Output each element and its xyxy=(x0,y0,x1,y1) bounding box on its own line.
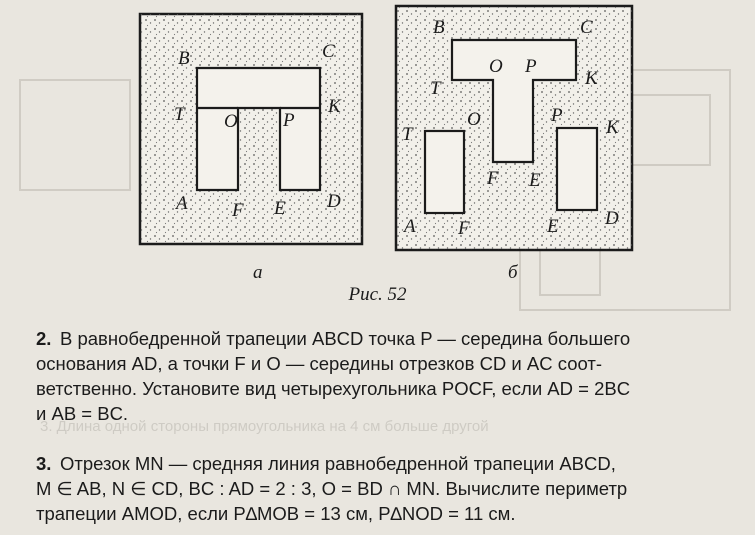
problem-3-number: 3. xyxy=(36,453,52,474)
problem-3-line-1: Отрезок MN — средняя линия равнобедренной трапеции ABCD, xyxy=(60,453,616,474)
problem-3-line-2: M ∈ AB, N ∈ CD, BC : AD = 2 : 3, O = BD ∩ MN. Вычислите периметр xyxy=(36,478,628,499)
problem-3-line-3: трапеции AMOD, если P∆MOB = 13 см, P∆NOD = 11 см. xyxy=(36,503,516,524)
label-b-K2: K xyxy=(606,117,619,138)
problem-3 xyxy=(36,451,748,526)
label-a-O: O xyxy=(224,111,238,132)
label-a-K: K xyxy=(328,96,341,117)
label-a-T: T xyxy=(174,104,185,125)
label-b-O: O xyxy=(489,56,503,77)
label-b-P2: P xyxy=(551,105,563,126)
label-b-K1: K xyxy=(585,68,598,89)
figure-b xyxy=(396,6,632,283)
label-b-B: B xyxy=(433,17,445,38)
label-a-C: C xyxy=(322,41,335,62)
problem-2-line-1: В равнобедренной трапеции ABCD точка P — середина большего xyxy=(60,328,631,349)
problem-2-number: 2. xyxy=(36,328,52,349)
label-b-F2: F xyxy=(458,218,470,239)
caption-a: а xyxy=(253,262,263,283)
label-b-F: F xyxy=(487,168,499,189)
caption-b: б xyxy=(508,262,518,283)
figure-caption: Рис. 52 xyxy=(348,284,407,305)
problem-2 xyxy=(36,326,748,426)
label-a-A: A xyxy=(176,193,188,214)
label-a-P: P xyxy=(283,110,295,131)
problem-2-line-3: ветственно. Установите вид четырехугольника POCF, если AD = 2BC xyxy=(36,378,631,399)
ghost-text-mid: 3. Длина одной стороны прямоугольника на 4 см больше другой xyxy=(40,418,489,435)
label-b-A: A xyxy=(404,216,416,237)
figure-a xyxy=(140,14,362,283)
problem-2-line-2: основания AD, а точки F и O — середины отрезков CD и AC соот- xyxy=(36,353,603,374)
label-b-E2: E xyxy=(547,216,559,237)
problem-2-line-4: и AB = BC. xyxy=(36,403,129,424)
label-b-E: E xyxy=(529,170,541,191)
label-a-D: D xyxy=(327,191,341,212)
label-a-E: E xyxy=(274,198,286,219)
label-b-P: P xyxy=(525,56,537,77)
label-a-F: F xyxy=(232,200,244,221)
label-b-T1: T xyxy=(430,78,441,99)
label-b-D: D xyxy=(605,208,619,229)
label-b-T2: T xyxy=(402,124,413,145)
label-b-O2: O xyxy=(467,109,481,130)
label-a-B: B xyxy=(178,48,190,69)
label-b-C: C xyxy=(580,17,593,38)
